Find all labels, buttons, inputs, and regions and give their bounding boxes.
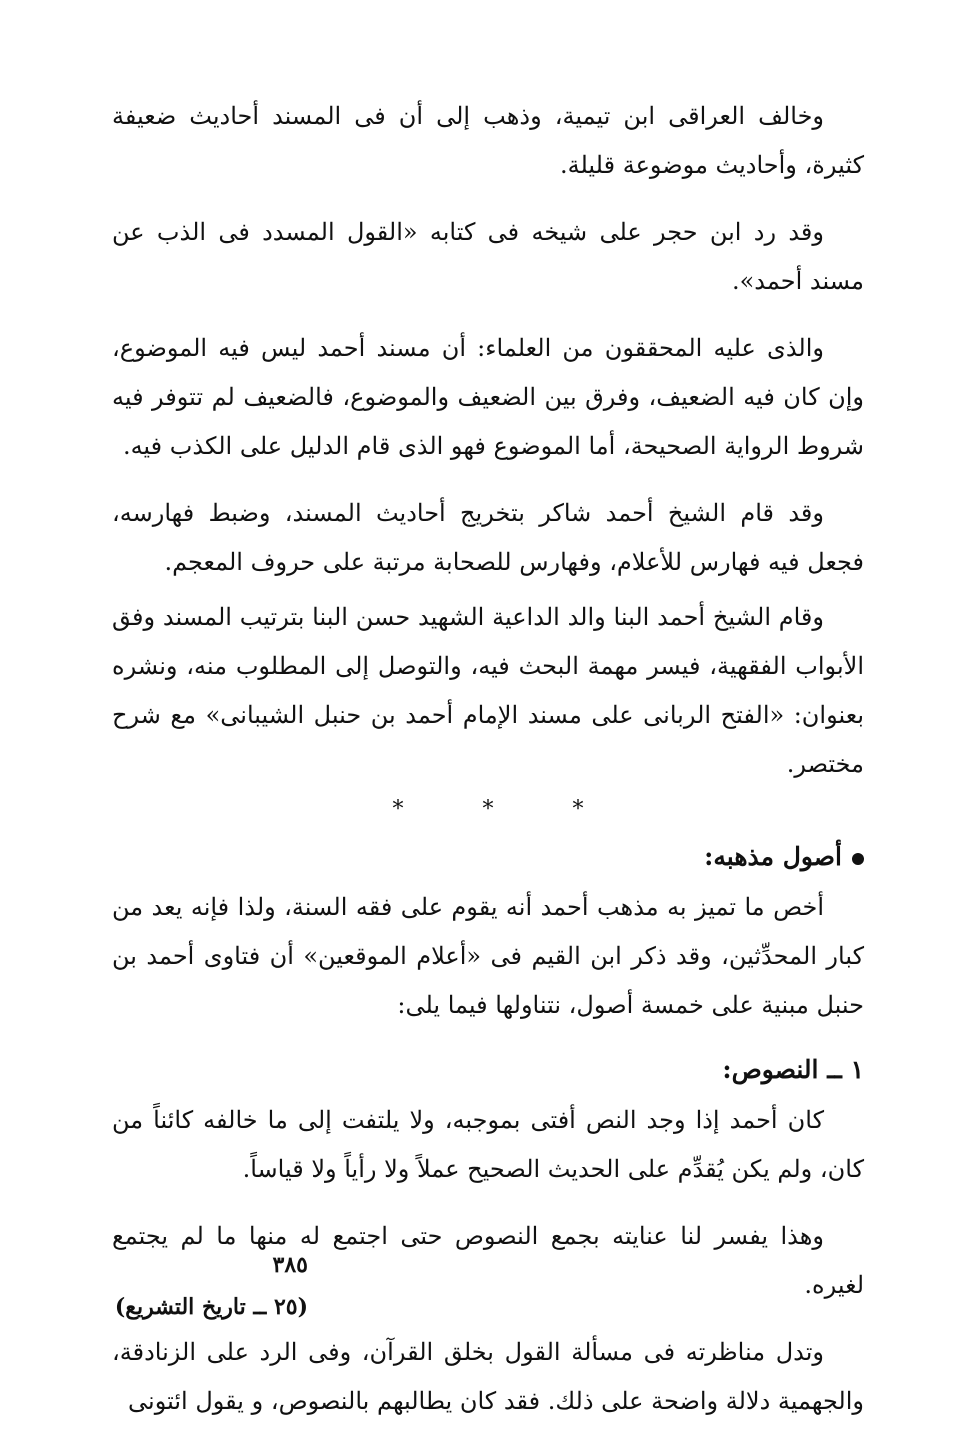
paragraph-shakir: وقد قام الشيخ أحمد شاكر بتخريج أحاديث المسند، وضبط فهارسه، فجعل فيه فهارس للأعلام، وفهارس للصحابة مرتبة على حروف المعجم. bbox=[112, 499, 864, 576]
paragraph-scholars-view: والذى عليه المحققون من العلماء: أن مسند أحمد ليس فيه الموضوع، وإن كان فيه الضعيف، وفرق بين الضعيف والموضوع، فالضعيف لم تتوفر فيه شروط الرواية الصحيحة، أما الموضوع فهو الذى قام الدليل على الكذب فيه. bbox=[112, 334, 864, 460]
paragraph-principles-intro: أخص ما تميز به مذهب أحمد أنه يقوم على فقه السنة، ولذا فإنه يعد من كبار المحدِّثين، وقد ذكر ابن القيم فى «أعلام الموقعين» أن فتاوى أحمد بن حنبل مبنية على خمسة أصول، نتناولها فيما يلى: bbox=[112, 893, 864, 1019]
section-separator: * * * bbox=[392, 797, 620, 822]
subheading-nusus: ١ ــ النصوص: bbox=[722, 1055, 864, 1084]
page-number: ٣٨٥ bbox=[272, 1252, 308, 1278]
section-heading-text: أصول مذهبه: bbox=[704, 842, 842, 871]
page-body bbox=[112, 92, 864, 1444]
section-heading bbox=[112, 835, 864, 879]
bullet-icon bbox=[852, 853, 864, 865]
paragraph-banna: وقام الشيخ أحمد البنا والد الداعية الشهيد حسن البنا بترتيب المسند وفق الأبواب الفقهية، فيسر مهمة البحث فيه، والتوصل إلى المطلوب منه، ونشره بعنوان: «الفتح الربانى على مسند الإمام أحمد بن حنبل الشيبانى» مع شرح مختصر. bbox=[112, 603, 864, 778]
paragraph-nusus-3: وتدل مناظرته فى مسألة القول بخلق القرآن، وفى الرد على الزنادقة، والجهمية دلالة واضحة على ذلك. فقد كان يطالبهم بالنصوص، و يقول ائتونى bbox=[112, 1338, 864, 1415]
paragraph-nusus-2: وهذا يفسر لنا عنايته بجمع النصوص حتى اجتمع له منها ما لم يجتمع لغيره. bbox=[112, 1222, 864, 1299]
paragraph-iraqi-view: وخالف العراقى ابن تيمية، وذهب إلى أن فى المسند أحاديث ضعيفة كثيرة، وأحاديث موضوعة قليلة. bbox=[112, 102, 864, 179]
chapter-footer: (٢٥ ــ تاريخ التشريع) bbox=[114, 1294, 308, 1320]
paragraph-ibn-hajar: وقد رد ابن حجر على شيخه فى كتابه «القول المسدد فى الذب عن مسند أحمد». bbox=[112, 218, 864, 295]
paragraph-nusus-1: كان أحمد إذا وجد النص أفتى بموجبه، ولا يلتفت إلى ما خالفه كائناً من كان، ولم يكن يُقدِّم على الحديث الصحيح عملاً ولا رأياً ولا قياساً. bbox=[112, 1106, 864, 1183]
